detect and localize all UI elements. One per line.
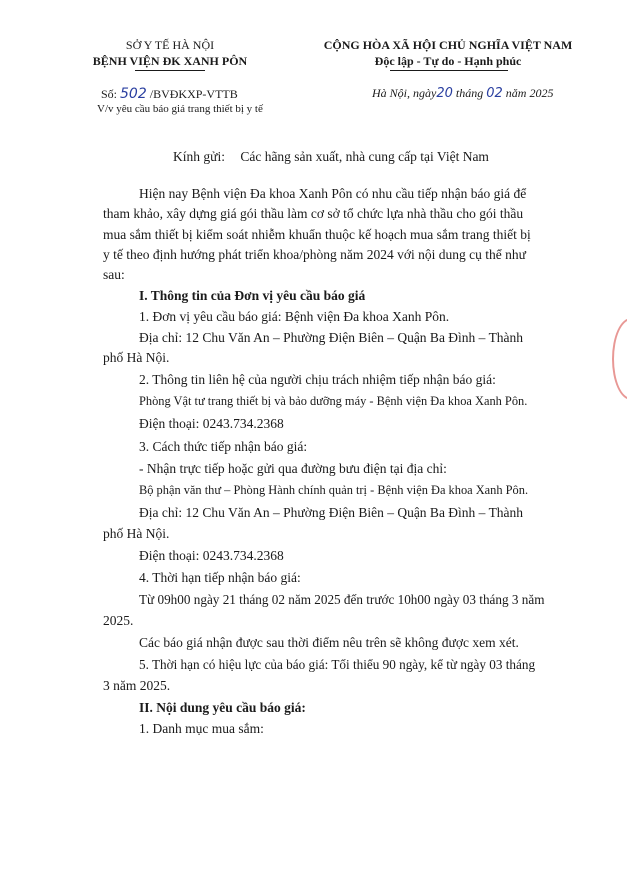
validity-line-2: 3 năm 2025.: [103, 678, 171, 693]
date-prefix: Hà Nội, ngày: [372, 86, 437, 100]
motto-underline: [390, 70, 508, 71]
address-1-line-1: Địa chỉ: 12 Chu Văn An – Phường Điện Biên – Quận Ba Đình – Thành: [139, 330, 524, 345]
late-submission-note: Các báo giá nhận được sau thời điểm nêu trên sẽ không được xem xét.: [139, 635, 519, 650]
date-day: 20: [436, 86, 453, 101]
intro-line-1: Hiện nay Bệnh viện Đa khoa Xanh Pôn có nhu cầu tiếp nhận báo giá để: [139, 186, 527, 201]
document-number: [101, 86, 238, 102]
hospital-underline: [135, 70, 205, 71]
section-1-item-4: 4. Thời hạn tiếp nhận báo giá:: [139, 570, 301, 585]
national-motto: Độc lập - Tự do - Hạnh phúc: [374, 54, 522, 68]
date-year: năm 2025: [505, 86, 554, 100]
number-suffix: /BVĐKXP-VTTB: [149, 87, 238, 101]
greeting-label: Kính gửi:: [173, 149, 225, 164]
greeting: [173, 149, 489, 165]
intro-line-4: y tế theo định hướng phát triển khoa/phòng năm 2024 với nội dung cụ thể như: [103, 247, 526, 262]
intro-line-2: tham khảo, xây dựng giá gói thầu làm cơ sở tổ chức lựa nhà thầu cho gói thầu: [103, 206, 524, 221]
hospital-name: BỆNH VIỆN ĐK XANH PÔN: [92, 54, 248, 68]
section-1-item-3: 3. Cách thức tiếp nhận báo giá:: [139, 439, 308, 454]
stamp-mark: [612, 318, 627, 400]
section-1-heading: I. Thông tin của Đơn vị yêu cầu báo giá: [139, 288, 366, 303]
date-month: 02: [486, 86, 503, 101]
delivery-method: - Nhận trực tiếp hoặc gửi qua đường bưu điện tại địa chỉ:: [139, 461, 447, 476]
phone-1: Điện thoại: 0243.734.2368: [139, 416, 284, 431]
intro-line-3: mua sắm thiết bị kiểm soát nhiễm khuẩn thuộc kế hoạch mua sắm trang thiết bị: [103, 227, 531, 242]
ministry-name: SỞ Y TẾ HÀ NỘI: [125, 38, 215, 52]
section-2-item-1: 1. Danh mục mua sắm:: [139, 721, 264, 736]
phone-2: Điện thoại: 0243.734.2368: [139, 548, 284, 563]
greeting-recipient: Các hãng sản xuất, nhà cung cấp tại Việt Nam: [240, 149, 489, 164]
number-prefix: Số:: [101, 87, 118, 101]
deadline-line-1: Từ 09h00 ngày 21 tháng 02 năm 2025 đến trước 10h00 ngày 03 tháng 3 năm: [139, 592, 545, 607]
section-1-item-1: 1. Đơn vị yêu cầu báo giá: Bệnh viện Đa khoa Xanh Pôn.: [139, 309, 450, 324]
address-1-line-2: phố Hà Nội.: [103, 350, 170, 365]
document-subject: V/v yêu cầu báo giá trang thiết bị y tế: [97, 103, 263, 115]
validity-line-1: 5. Thời hạn có hiệu lực của báo giá: Tối thiểu 90 ngày, kể từ ngày 03 tháng: [139, 657, 536, 672]
country-name: CỘNG HÒA XÃ HỘI CHỦ NGHĨA VIỆT NAM: [323, 38, 573, 52]
department-info: Phòng Vật tư trang thiết bị và bảo dưỡng máy - Bệnh viện Đa khoa Xanh Pôn.: [139, 394, 528, 408]
office-info: Bộ phận văn thư – Phòng Hành chính quản trị - Bệnh viện Đa khoa Xanh Pôn.: [139, 483, 529, 497]
address-2-line-2: phố Hà Nội.: [103, 526, 170, 541]
intro-line-5: sau:: [103, 267, 125, 282]
deadline-line-2: 2025.: [103, 613, 134, 628]
document-date: [372, 86, 553, 101]
section-2-heading: II. Nội dung yêu cầu báo giá:: [139, 700, 306, 715]
address-2-line-1: Địa chỉ: 12 Chu Văn An – Phường Điện Biên – Quận Ba Đình – Thành: [139, 505, 524, 520]
number-value: 502: [120, 86, 147, 102]
section-1-item-2: 2. Thông tin liên hệ của người chịu trách nhiệm tiếp nhận báo giá:: [139, 372, 496, 387]
date-month-label: tháng: [455, 86, 484, 100]
